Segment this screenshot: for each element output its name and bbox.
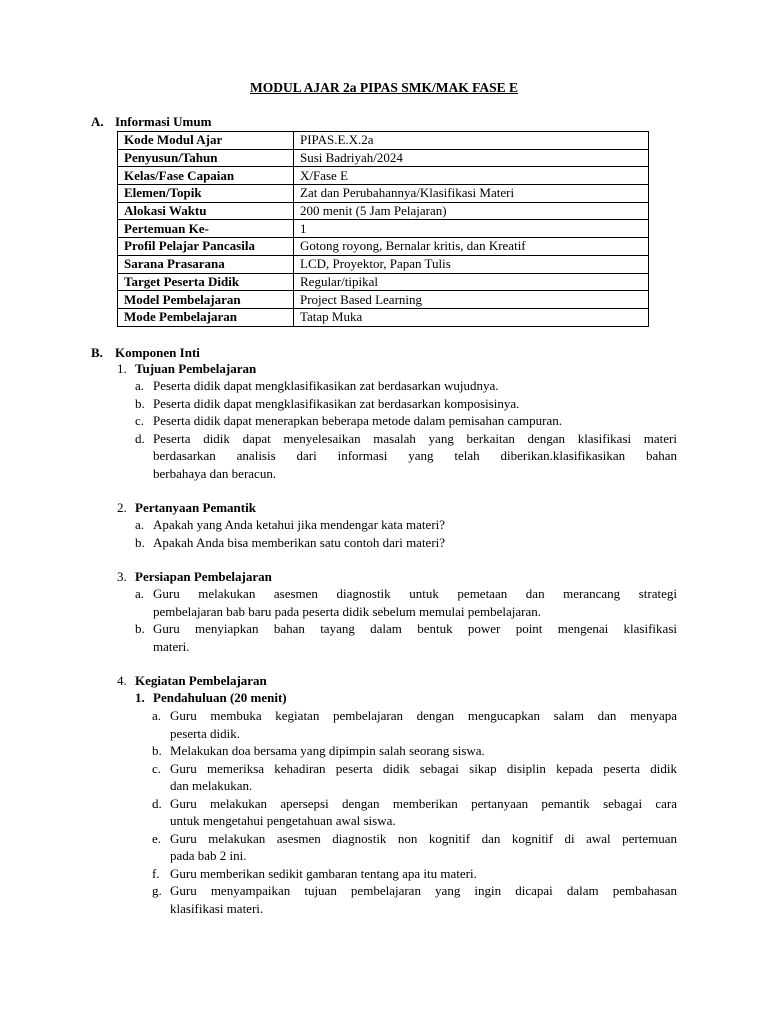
list-item [135, 412, 677, 430]
list-marker: d. [152, 795, 162, 811]
info-row [118, 308, 649, 326]
info-row [118, 132, 649, 150]
info-row [118, 291, 649, 309]
info-table [117, 131, 649, 327]
info-key: Kode Modul Ajar [118, 132, 294, 150]
section-b-heading [91, 344, 200, 362]
info-key: Alokasi Waktu [118, 202, 294, 220]
list-item-line: Guru memeriksa kehadiran peserta didik sebagai sikap disiplin kepada peserta didik [170, 760, 677, 776]
kegiatan-num: 4. [117, 673, 127, 688]
list-item-line: pada bab 2 ini. [170, 848, 247, 863]
list-item [152, 742, 677, 760]
list-item-line: Peserta didik dapat mengklasifikasikan zat berdasarkan wujudnya. [153, 378, 499, 393]
persiapan-num: 3. [117, 569, 127, 584]
list-item [135, 516, 677, 534]
list-marker: a. [135, 586, 145, 601]
info-row [118, 202, 649, 220]
tujuan-list [135, 377, 677, 482]
tujuan-title: Tujuan Pembelajaran [135, 361, 257, 376]
list-marker: b. [135, 534, 145, 550]
info-value: Tatap Muka [294, 308, 649, 326]
list-item-line: untuk mengetahui pengetahuan awal siswa. [170, 813, 396, 828]
info-row [118, 185, 649, 203]
list-item [135, 377, 677, 395]
list-marker: e. [152, 830, 162, 846]
list-item-line: Guru melakukan asesmen diagnostik non kognitif dan kognitif di awal pertemuan [170, 830, 677, 846]
persiapan-heading [117, 568, 272, 586]
list-marker: b. [135, 621, 145, 636]
list-item [135, 430, 677, 483]
info-key: Kelas/Fase Capaian [118, 167, 294, 185]
info-value: Regular/tipikal [294, 273, 649, 291]
kegiatan-title: Kegiatan Pembelajaran [135, 673, 267, 688]
info-value: LCD, Proyektor, Papan Tulis [294, 255, 649, 273]
kegiatan-heading [117, 672, 267, 690]
list-marker: b. [135, 395, 145, 411]
info-value: Zat dan Perubahannya/Klasifikasi Materi [294, 185, 649, 203]
list-item-line: Peserta didik dapat mengklasifikasikan zat berdasarkan komposisinya. [153, 395, 520, 411]
list-item-line: klasifikasi materi. [170, 900, 264, 916]
pemantik-title: Pertanyaan Pemantik [135, 500, 256, 515]
pemantik-heading [117, 499, 256, 517]
info-value: X/Fase E [294, 167, 649, 185]
list-item-line: Guru membuka kegiatan pembelajaran dengan mengucapkan salam dan menyapa [170, 708, 677, 723]
info-value: PIPAS.E.X.2a [294, 132, 649, 150]
list-marker: c. [152, 760, 162, 776]
pendahuluan-num: 1. [135, 690, 145, 705]
info-key: Mode Pembelajaran [118, 308, 294, 326]
list-item [135, 534, 677, 552]
section-a-heading [91, 113, 211, 131]
list-item-line: Guru menyampaikan tujuan pembelajaran yang ingin dicapai dalam pembahasan [170, 883, 677, 898]
tujuan-num: 1. [117, 361, 127, 376]
list-item-line: Apakah Anda bisa memberikan satu contoh dari materi? [153, 534, 446, 550]
tujuan-heading [117, 360, 256, 378]
info-value: Project Based Learning [294, 291, 649, 309]
info-value: Gotong royong, Bernalar kritis, dan Kreatif [294, 238, 649, 256]
info-value: 200 menit (5 Jam Pelajaran) [294, 202, 649, 220]
info-row [118, 273, 649, 291]
list-item-line: Guru menyiapkan bahan tayang dalam bentuk power point mengenai klasifikasi [153, 621, 677, 636]
list-item [152, 882, 677, 917]
list-item [152, 795, 677, 830]
list-item [152, 830, 677, 865]
list-item-line: Peserta didik dapat menerapkan beberapa metode dalam pemisahan campuran. [153, 413, 562, 428]
persiapan-title: Persiapan Pembelajaran [135, 569, 272, 584]
info-key: Pertemuan Ke- [118, 220, 294, 238]
info-key: Target Peserta Didik [118, 273, 294, 291]
list-marker: d. [135, 430, 145, 446]
info-key: Profil Pelajar Pancasila [118, 238, 294, 256]
persiapan-list [135, 585, 677, 655]
page-title: MODUL AJAR 2a PIPAS SMK/MAK FASE E [249, 80, 518, 95]
list-item [152, 707, 677, 742]
info-value: Susi Badriyah/2024 [294, 149, 649, 167]
info-key: Model Pembelajaran [118, 291, 294, 309]
info-key: Sarana Prasarana [118, 255, 294, 273]
list-item [135, 620, 677, 655]
pendahuluan-heading [135, 689, 287, 707]
list-item [152, 760, 677, 795]
list-item-line: berbahaya dan beracun. [153, 465, 277, 481]
list-marker: b. [152, 743, 162, 758]
list-marker: c. [135, 413, 145, 428]
list-item-line: Apakah yang Anda ketahui jika mendengar kata materi? [153, 517, 446, 532]
list-marker: f. [152, 865, 160, 881]
info-value: 1 [294, 220, 649, 238]
list-item-line: materi. [153, 638, 190, 654]
section-b-label: B. [91, 345, 103, 360]
section-a-label: A. [91, 114, 104, 129]
info-row [118, 238, 649, 256]
info-row [118, 220, 649, 238]
list-item-line: pembelajaran bab baru pada peserta didik sebelum memulai pembelajaran. [153, 603, 542, 619]
list-item-line: Guru melakukan apersepsi dengan memberikan pertanyaan pemantik sebagai cara [170, 795, 677, 811]
list-marker: a. [135, 517, 145, 532]
list-item-line: berdasarkan analisis dari informasi yang telah diberikan.klasifikasikan bahan [153, 448, 677, 463]
info-row [118, 255, 649, 273]
list-item-line: Guru melakukan asesmen diagnostik untuk pemetaan dan merancang strategi [153, 586, 677, 601]
info-row [118, 149, 649, 167]
list-marker: a. [135, 378, 145, 393]
list-marker: g. [152, 883, 162, 898]
list-item-line: peserta didik. [170, 725, 241, 741]
section-b-title: Komponen Inti [115, 345, 200, 360]
info-key: Elemen/Topik [118, 185, 294, 203]
pendahuluan-list [152, 707, 677, 917]
list-item-line: dan melakukan. [170, 778, 253, 793]
list-item [152, 865, 677, 883]
info-row [118, 167, 649, 185]
list-item-line: Melakukan doa bersama yang dipimpin salah seorang siswa. [170, 743, 485, 758]
pemantik-list [135, 516, 677, 551]
pendahuluan-title: Pendahuluan (20 menit) [153, 690, 287, 705]
list-item-line: Peserta didik dapat menyelesaikan masalah yang berkaitan dengan klasifikasi materi [153, 430, 677, 446]
list-marker: a. [152, 708, 162, 723]
list-item [135, 585, 677, 620]
pemantik-num: 2. [117, 500, 127, 515]
list-item-line: Guru memberikan sedikit gambaran tentang apa itu materi. [170, 865, 477, 881]
list-item [135, 395, 677, 413]
info-key: Penyusun/Tahun [118, 149, 294, 167]
section-a-title: Informasi Umum [115, 114, 212, 129]
